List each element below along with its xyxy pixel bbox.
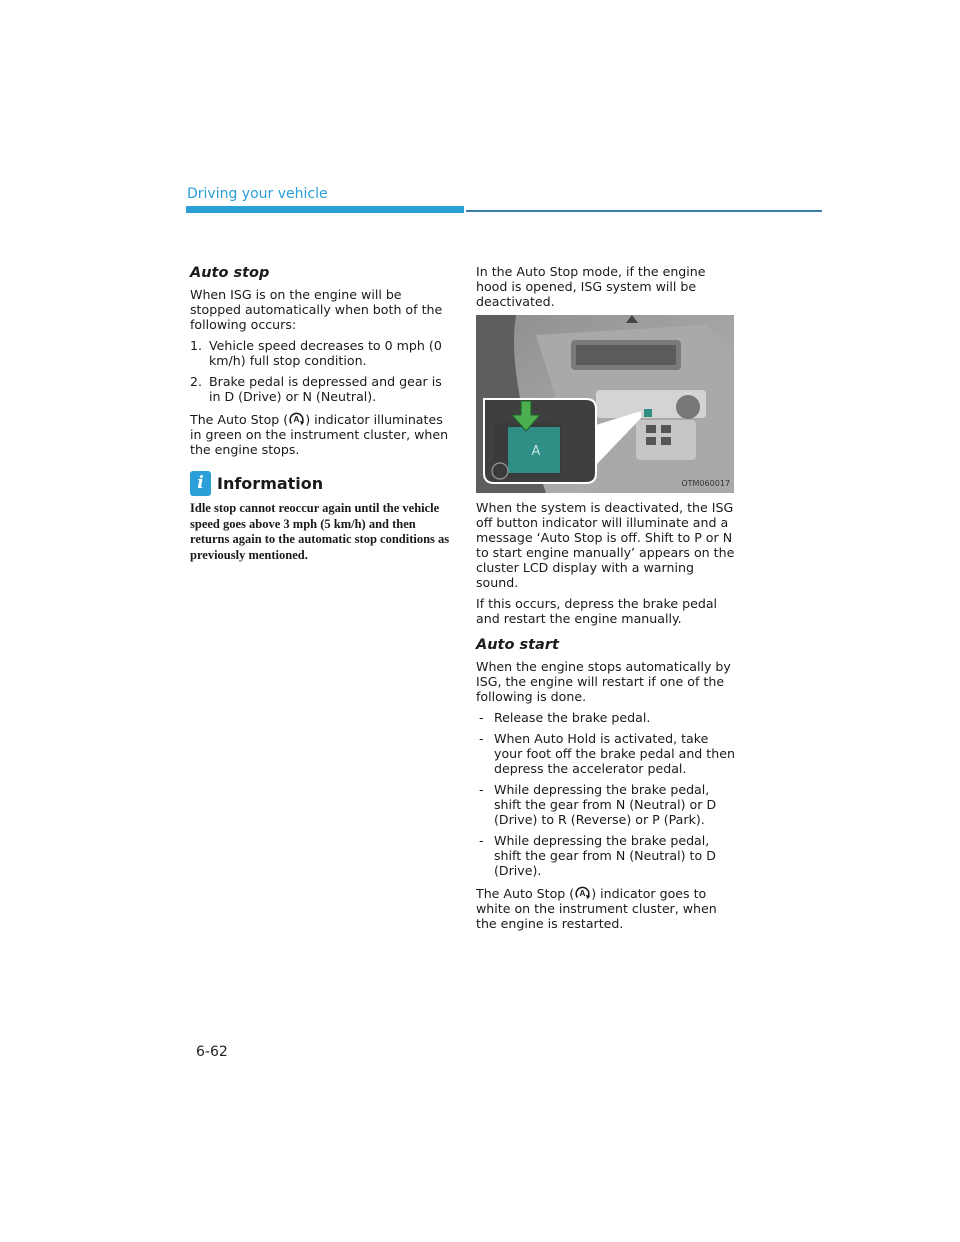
indicator-pre: The Auto Stop ( bbox=[190, 412, 289, 427]
list-text: Brake pedal is depressed and gear is in D (Drive) or N (Neutral). bbox=[209, 374, 442, 404]
deactivated-text: When the system is deactivated, the ISG off button indicator will illuminate and a message ‘Auto Stop is off. Shift to P or N to start engine manually’ appears on the cluster LCD display with a warning sound. bbox=[476, 500, 735, 590]
information-title: Information bbox=[217, 474, 324, 493]
indicator-pre: The Auto Stop ( bbox=[476, 886, 575, 901]
list-item: - While depressing the brake pedal, shift the gear from N (Neutral) to D (Drive). bbox=[479, 833, 716, 878]
restart-manually-text: If this occurs, depress the brake pedal and restart the engine manually. bbox=[476, 596, 718, 626]
right-column bbox=[476, 264, 738, 937]
header-rule bbox=[466, 210, 822, 212]
svg-text:A: A bbox=[579, 887, 586, 898]
list-text: Vehicle speed decreases to 0 mph (0 km/h) full stop condition. bbox=[209, 338, 442, 368]
hood-open-text: In the Auto Stop mode, if the engine hood is opened, ISG system will be deactivated. bbox=[476, 264, 706, 309]
indicator-post: ) indicator goes to white on the instrument cluster, when the engine is restarted. bbox=[476, 886, 717, 931]
list-text: Release the brake pedal. bbox=[494, 710, 651, 725]
auto-stop-icon bbox=[574, 884, 591, 901]
list-item: - While depressing the brake pedal, shift the gear from N (Neutral) or D (Drive) to R (Reverse) or P (Park). bbox=[479, 782, 717, 827]
list-number: 2. bbox=[190, 374, 203, 389]
header-bar-accent bbox=[186, 206, 464, 213]
page-number: 6-62 bbox=[196, 1044, 228, 1060]
list-text: While depressing the brake pedal, shift the gear from N (Neutral) to D (Drive). bbox=[494, 833, 716, 878]
section-title: Driving your vehicle bbox=[187, 186, 328, 202]
isg-button-figure bbox=[476, 315, 734, 493]
list-item bbox=[190, 374, 452, 404]
auto-stop-icon bbox=[288, 410, 305, 427]
left-column bbox=[190, 264, 452, 563]
auto-stop-indicator-text bbox=[190, 410, 452, 457]
list-text: When Auto Hold is activated, take your foot off the brake pedal and then depress the accelerator pedal. bbox=[494, 731, 735, 776]
auto-start-intro: When the engine stops automatically by ISG, the engine will restart if one of the following is done. bbox=[476, 659, 731, 704]
list-item bbox=[190, 338, 452, 368]
list-text: While depressing the brake pedal, shift the gear from N (Neutral) or D (Drive) to R (Reverse) or P (Park). bbox=[494, 782, 717, 827]
dashboard-illustration bbox=[476, 315, 734, 493]
figure-code: OTM060017 bbox=[681, 479, 730, 488]
list-item: - Release the brake pedal. bbox=[479, 710, 651, 725]
information-text: Idle stop cannot reoccur again until the vehicle speed goes above 3 mph (5 km/h) and then returns again to the automatic stop conditions as previously mentioned. bbox=[190, 501, 450, 562]
list-item: - When Auto Hold is activated, take your foot off the brake pedal and then depress the accelerator pedal. bbox=[479, 731, 735, 776]
svg-text:A: A bbox=[293, 413, 300, 424]
info-icon: i bbox=[190, 471, 211, 496]
svg-text:A: A bbox=[531, 444, 541, 459]
auto-stop-intro: When ISG is on the engine will be stopped automatically when both of the following occurs: bbox=[190, 287, 443, 332]
auto-start-heading: Auto start bbox=[476, 637, 559, 653]
auto-stop-heading: Auto stop bbox=[190, 265, 270, 281]
information-header bbox=[190, 471, 452, 496]
indicator-post: ) indicator illuminates in green on the instrument cluster, when the engine stops. bbox=[190, 412, 449, 457]
list-number: 1. bbox=[190, 338, 203, 353]
auto-start-indicator-text bbox=[476, 884, 738, 931]
